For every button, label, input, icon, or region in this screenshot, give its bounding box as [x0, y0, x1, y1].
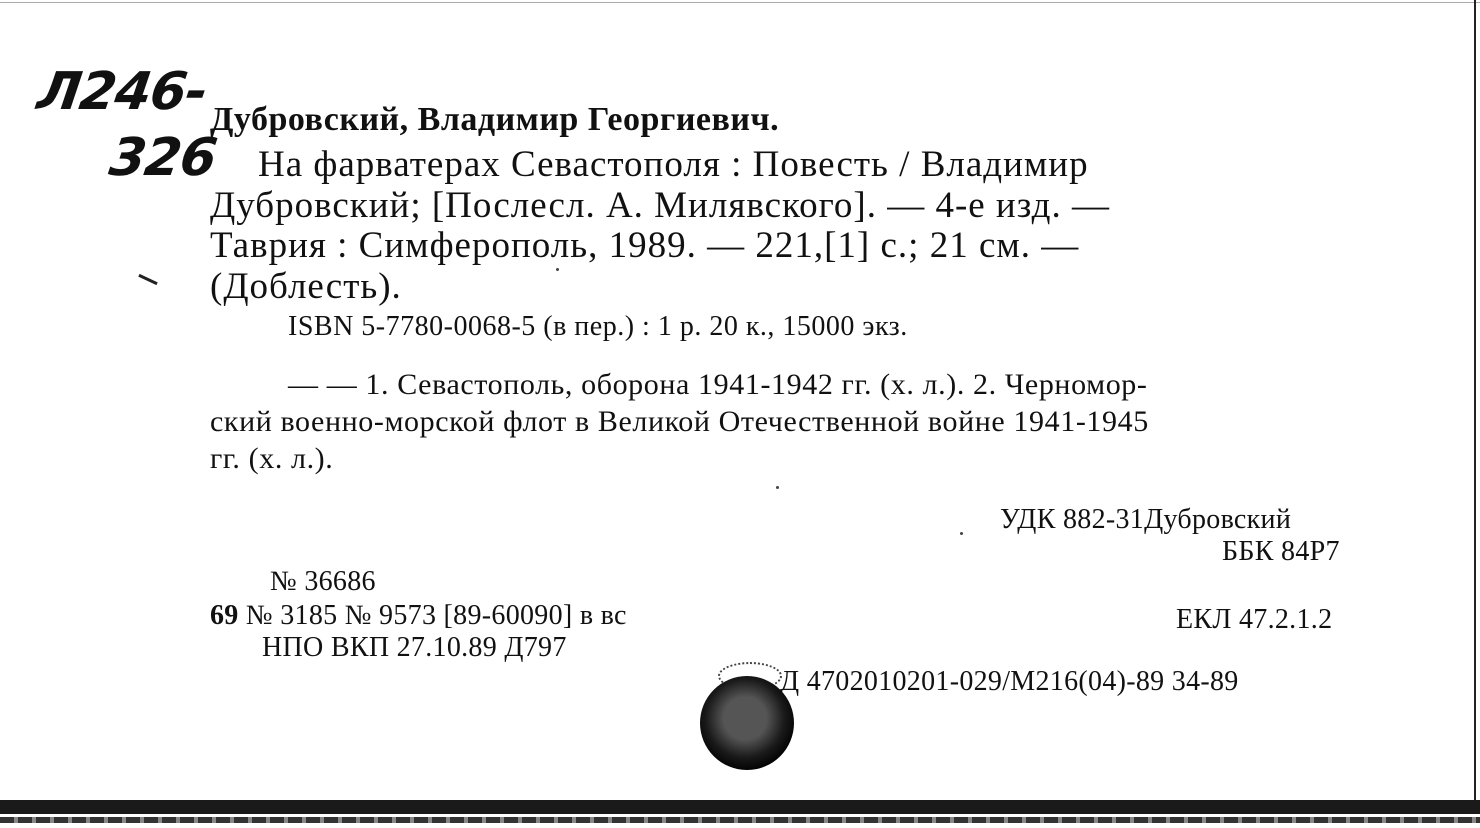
card-right-edge	[1474, 0, 1476, 800]
title-line: На фарватерах Севастополя : Повесть / Владимир	[258, 144, 1089, 185]
npo-line: НПО ВКП 27.10.89 Д797	[262, 632, 567, 663]
order-text: № 3185 № 9573 [89-60090] в вс	[245, 600, 627, 631]
classification-code: Д 4702010201-029/М216(04)-89 34-89	[780, 666, 1239, 697]
shelfmark-line-2: 326	[105, 128, 220, 188]
udk-code: УДК 882-31Дубровский	[1000, 504, 1292, 535]
order-prefix: 69	[210, 600, 239, 631]
order-line	[210, 600, 627, 632]
speck	[556, 268, 559, 271]
card-bottom-edge	[0, 800, 1480, 814]
title-line: (Доблесть).	[210, 266, 402, 307]
subject-line: ский военно-морской флот в Великой Отечественной войне 1941-1945	[210, 405, 1149, 438]
ekl-code: ЕКЛ 47.2.1.2	[1176, 604, 1333, 635]
punch-hole	[700, 676, 794, 770]
accession-number: № 36686	[270, 566, 376, 597]
title-line: Таврия : Симферополь, 1989. — 221,[1] с.; 21 см. —	[210, 225, 1080, 266]
bbk-code: ББК 84Р7	[1222, 536, 1340, 567]
card-top-edge	[0, 2, 1480, 3]
shelfmark-line-1: Л246-	[33, 62, 211, 122]
title-line: Дубровский; [Послесл. А. Милявского]. — 4-е изд. —	[210, 185, 1111, 226]
pen-mark	[138, 274, 157, 285]
subject-line: гг. (х. л.).	[210, 442, 334, 475]
subject-line: — — 1. Севастополь, оборона 1941-1942 гг. (х. л.). 2. Черномор-	[288, 368, 1148, 401]
card-bottom-shadow	[0, 817, 1480, 823]
isbn-line: ISBN 5-7780-0068-5 (в пер.) : 1 р. 20 к., 15000 экз.	[288, 311, 908, 342]
speck	[960, 532, 963, 535]
speck	[776, 486, 779, 489]
author-heading: Дубровский, Владимир Георгиевич.	[210, 101, 780, 138]
